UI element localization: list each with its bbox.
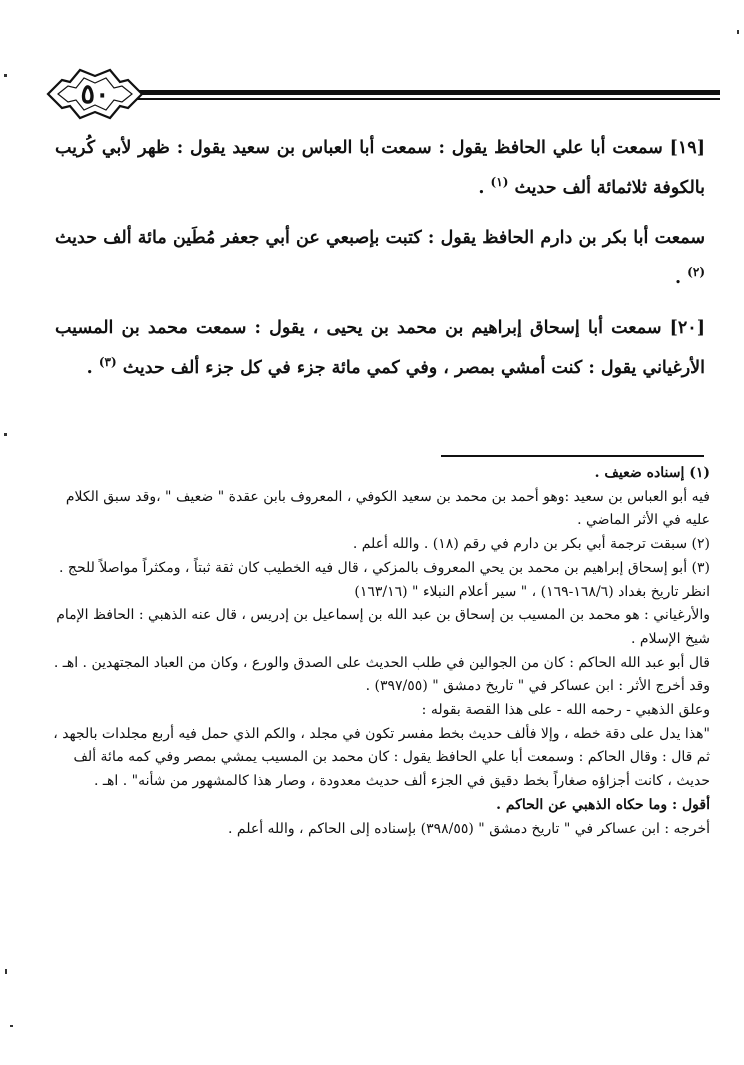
footnote-line: "هذا يدل على دقة خطه ، وإلا فألف حديث بخط مفسر تكون في مجلد ، والكم الذي حمل فيه أربع مجلدات بالجهد ، ثم قال : وقال الحاكم : وسمعت أبا علي الحافظ يقول : كان محمد بن المسيب يمشي بمصر وفي كمه مائة ألف حديث ، كانت أجزاؤه صغاراً بخط دقيق في الجزء ألف حديث معدودة ، وصار هذا كالمشهور من شأنه" . اهـ . <box>53 725 710 790</box>
footnote-line: فيه أبو العباس بن سعيد :وهو أحمد بن محمد بن سعيد الكوفي ، المعروف بابن عقدة " ضعيف " ،وقد سبق الكلام عليه في الأثر الماضي . <box>65 488 710 529</box>
paragraph-text: [١٩] سمعت أبا علي الحافظ يقول : سمعت أبا العباس بن سعيد يقول : ظهر لأبي كُريب بالكوفة ثلاثمائة ألف حديث <box>55 138 705 198</box>
footnote-line: قال أبو عبد الله الحاكم : كان من الجوالين في طلب الحديث على الصدق والورع ، وكان من العباد المجتهدين . اهـ . <box>53 654 710 671</box>
page-number-badge <box>40 64 150 124</box>
page-number: ٥٠ <box>80 78 110 110</box>
footnote-line: وعلق الذهبي - رحمه الله - على هذا القصة بقوله : <box>421 702 710 719</box>
header-rule-thin <box>135 98 720 100</box>
footnote-separator <box>441 455 704 457</box>
footnote-line: (٢) سبقت ترجمة أبي بكر بن دارم في رقم (١٨) . والله أعلم . <box>352 536 710 553</box>
footnotes <box>40 462 710 841</box>
main-paragraph-19 <box>55 128 705 208</box>
header-rule-thick <box>135 90 720 95</box>
footnote-ref: (٢) <box>687 265 705 280</box>
footnote-ref: (٣) <box>98 355 117 370</box>
footnote-line: والأرغياني : هو محمد بن المسيب بن إسحاق بن عبد الله بن إسماعيل بن إدريس ، قال عنه الذهبي : الحافظ الإمام شيخ الإسلام . <box>56 607 710 647</box>
footnote-line: أخرجه : ابن عساكر في " تاريخ دمشق " (٣٩٨/٥٥) بإسناده إلى الحاكم ، والله أعلم . <box>228 820 710 837</box>
footnote-line: (١) إسناده ضعيف . <box>594 465 710 481</box>
scan-speck <box>4 74 7 77</box>
page-header <box>40 60 720 130</box>
main-paragraph-19b <box>55 218 705 298</box>
end-dot: . <box>674 268 682 288</box>
paragraph-text: سمعت أبا بكر بن دارم الحافظ يقول : كتبت بإصبعي عن أبي جعفر مُطَين مائة ألف حديث <box>55 228 705 248</box>
paragraph-text: [٢٠] سمعت أبا إسحاق إبراهيم بن محمد بن يحيى ، يقول : سمعت محمد بن المسيب الأرغياني يقول : كنت أمشي بمصر ، وفي كمي مائة جزء في كل جزء ألف حديث <box>55 318 705 378</box>
scan-speck <box>737 30 739 34</box>
end-dot: . <box>86 358 93 378</box>
footnote-ref: (١) <box>490 175 509 190</box>
footnote-line: انظر تاريخ بغداد (١٦٨/٦-١٦٩) ، " سير أعلام النبلاء " (١٦٣/١٦) <box>354 583 710 600</box>
end-dot: . <box>478 178 485 198</box>
footnote-line: أقول : وما حكاه الذهبي عن الحاكم . <box>496 796 710 813</box>
main-paragraph-20 <box>55 308 705 388</box>
footnote-line: وقد أخرج الأثر : ابن عساكر في " تاريخ دمشق " (٣٩٧/٥٥) . <box>365 678 710 695</box>
scan-speck <box>10 1025 13 1027</box>
scan-speck <box>5 969 7 974</box>
scan-speck <box>4 433 7 436</box>
footnote-line: (٣) أبو إسحاق إبراهيم بن محمد بن يحي المعروف بالمزكي ، قال فيه الخطيب كان ثقة ثبتاً ، ومكثراً مواصلاً للحج . <box>59 559 710 576</box>
